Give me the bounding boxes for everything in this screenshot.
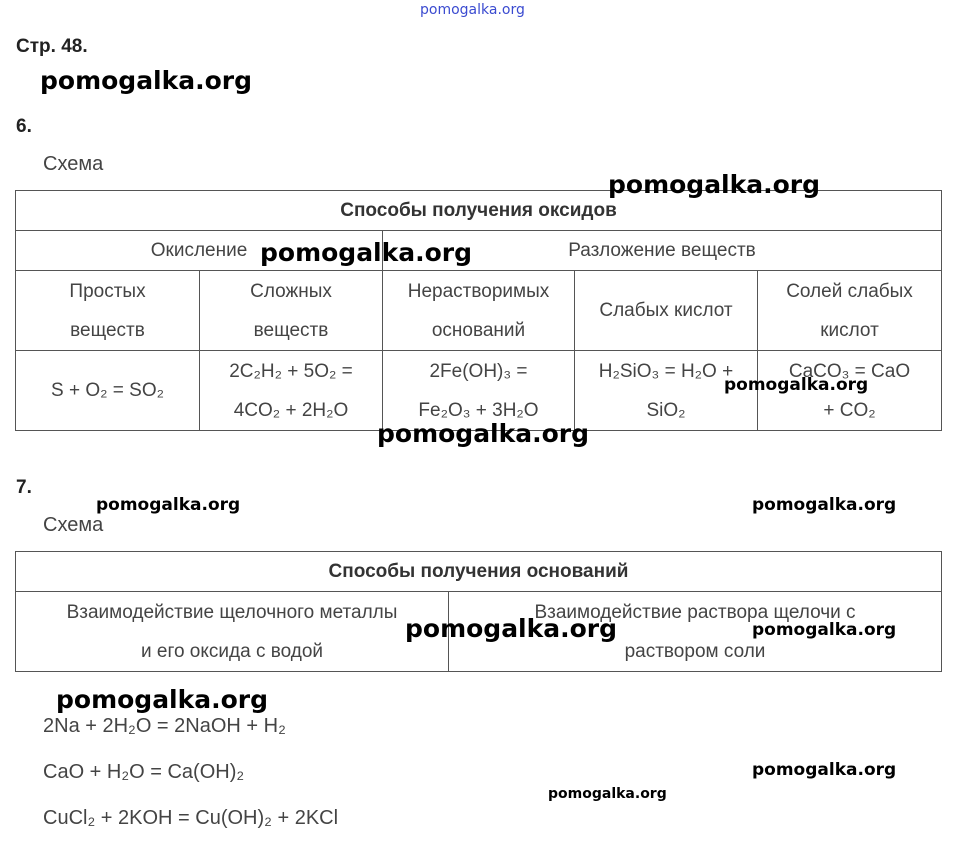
example-cell: CaCO₃ = CaO + CO₂ bbox=[758, 351, 942, 431]
watermark: pomogalka.org bbox=[752, 620, 897, 640]
watermark: pomogalka.org bbox=[405, 614, 618, 643]
column-header: Сложных веществ bbox=[200, 271, 383, 351]
group-oxidation: Окисление bbox=[16, 231, 383, 271]
watermark: pomogalka.org bbox=[548, 786, 667, 802]
watermark: pomogalka.org bbox=[724, 375, 869, 395]
column-header: Солей слабых кислот bbox=[758, 271, 942, 351]
example-cell: H₂SiO₃ = H₂O + SiO₂ bbox=[575, 351, 758, 431]
task-7-number: 7. bbox=[16, 477, 32, 498]
example-cell: 2Fe(OH)₃ = Fe₂O₃ + 3H₂O bbox=[383, 351, 575, 431]
watermark: pomogalka.org bbox=[377, 419, 590, 448]
page-label: Стр. 48. bbox=[16, 36, 88, 57]
oxides-table-title: Способы получения оксидов bbox=[16, 191, 942, 231]
example-cell: S + O₂ = SO₂ bbox=[16, 351, 200, 431]
task-7-scheme-label: Схема bbox=[43, 514, 104, 536]
watermark: pomogalka.org bbox=[96, 495, 241, 515]
example-cell: 2C₂H₂ + 5O₂ = 4CO₂ + 2H₂O bbox=[200, 351, 383, 431]
task-6-number: 6. bbox=[16, 116, 32, 137]
method-cell: Взаимодействие щелочного металлы и его оксида с водой bbox=[16, 592, 449, 672]
top-watermark: pomogalka.org bbox=[420, 2, 525, 18]
watermark: pomogalka.org bbox=[40, 66, 253, 95]
bases-table-title: Способы получения оснований bbox=[16, 552, 942, 592]
equation: CuCl₂ + 2KOH = Cu(OH)₂ + 2KCl bbox=[43, 807, 339, 829]
watermark: pomogalka.org bbox=[752, 760, 897, 780]
column-header: Слабых кислот bbox=[575, 271, 758, 351]
column-header: Нерастворимых оснований bbox=[383, 271, 575, 351]
task-6-scheme-label: Схема bbox=[43, 153, 104, 175]
equation: 2Na + 2H₂O = 2NaOH + H₂ bbox=[43, 715, 286, 737]
group-decomposition: Разложение веществ bbox=[383, 231, 942, 271]
watermark: pomogalka.org bbox=[608, 170, 821, 199]
bases-table bbox=[15, 551, 942, 672]
watermark: pomogalka.org bbox=[260, 238, 473, 267]
equation: CaO + H₂O = Ca(OH)₂ bbox=[43, 761, 245, 783]
method-cell: Взаимодействие раствора щелочи с раствором соли bbox=[449, 592, 942, 672]
watermark: pomogalka.org bbox=[56, 685, 269, 714]
watermark: pomogalka.org bbox=[752, 495, 897, 515]
column-header: Простых веществ bbox=[16, 271, 200, 351]
